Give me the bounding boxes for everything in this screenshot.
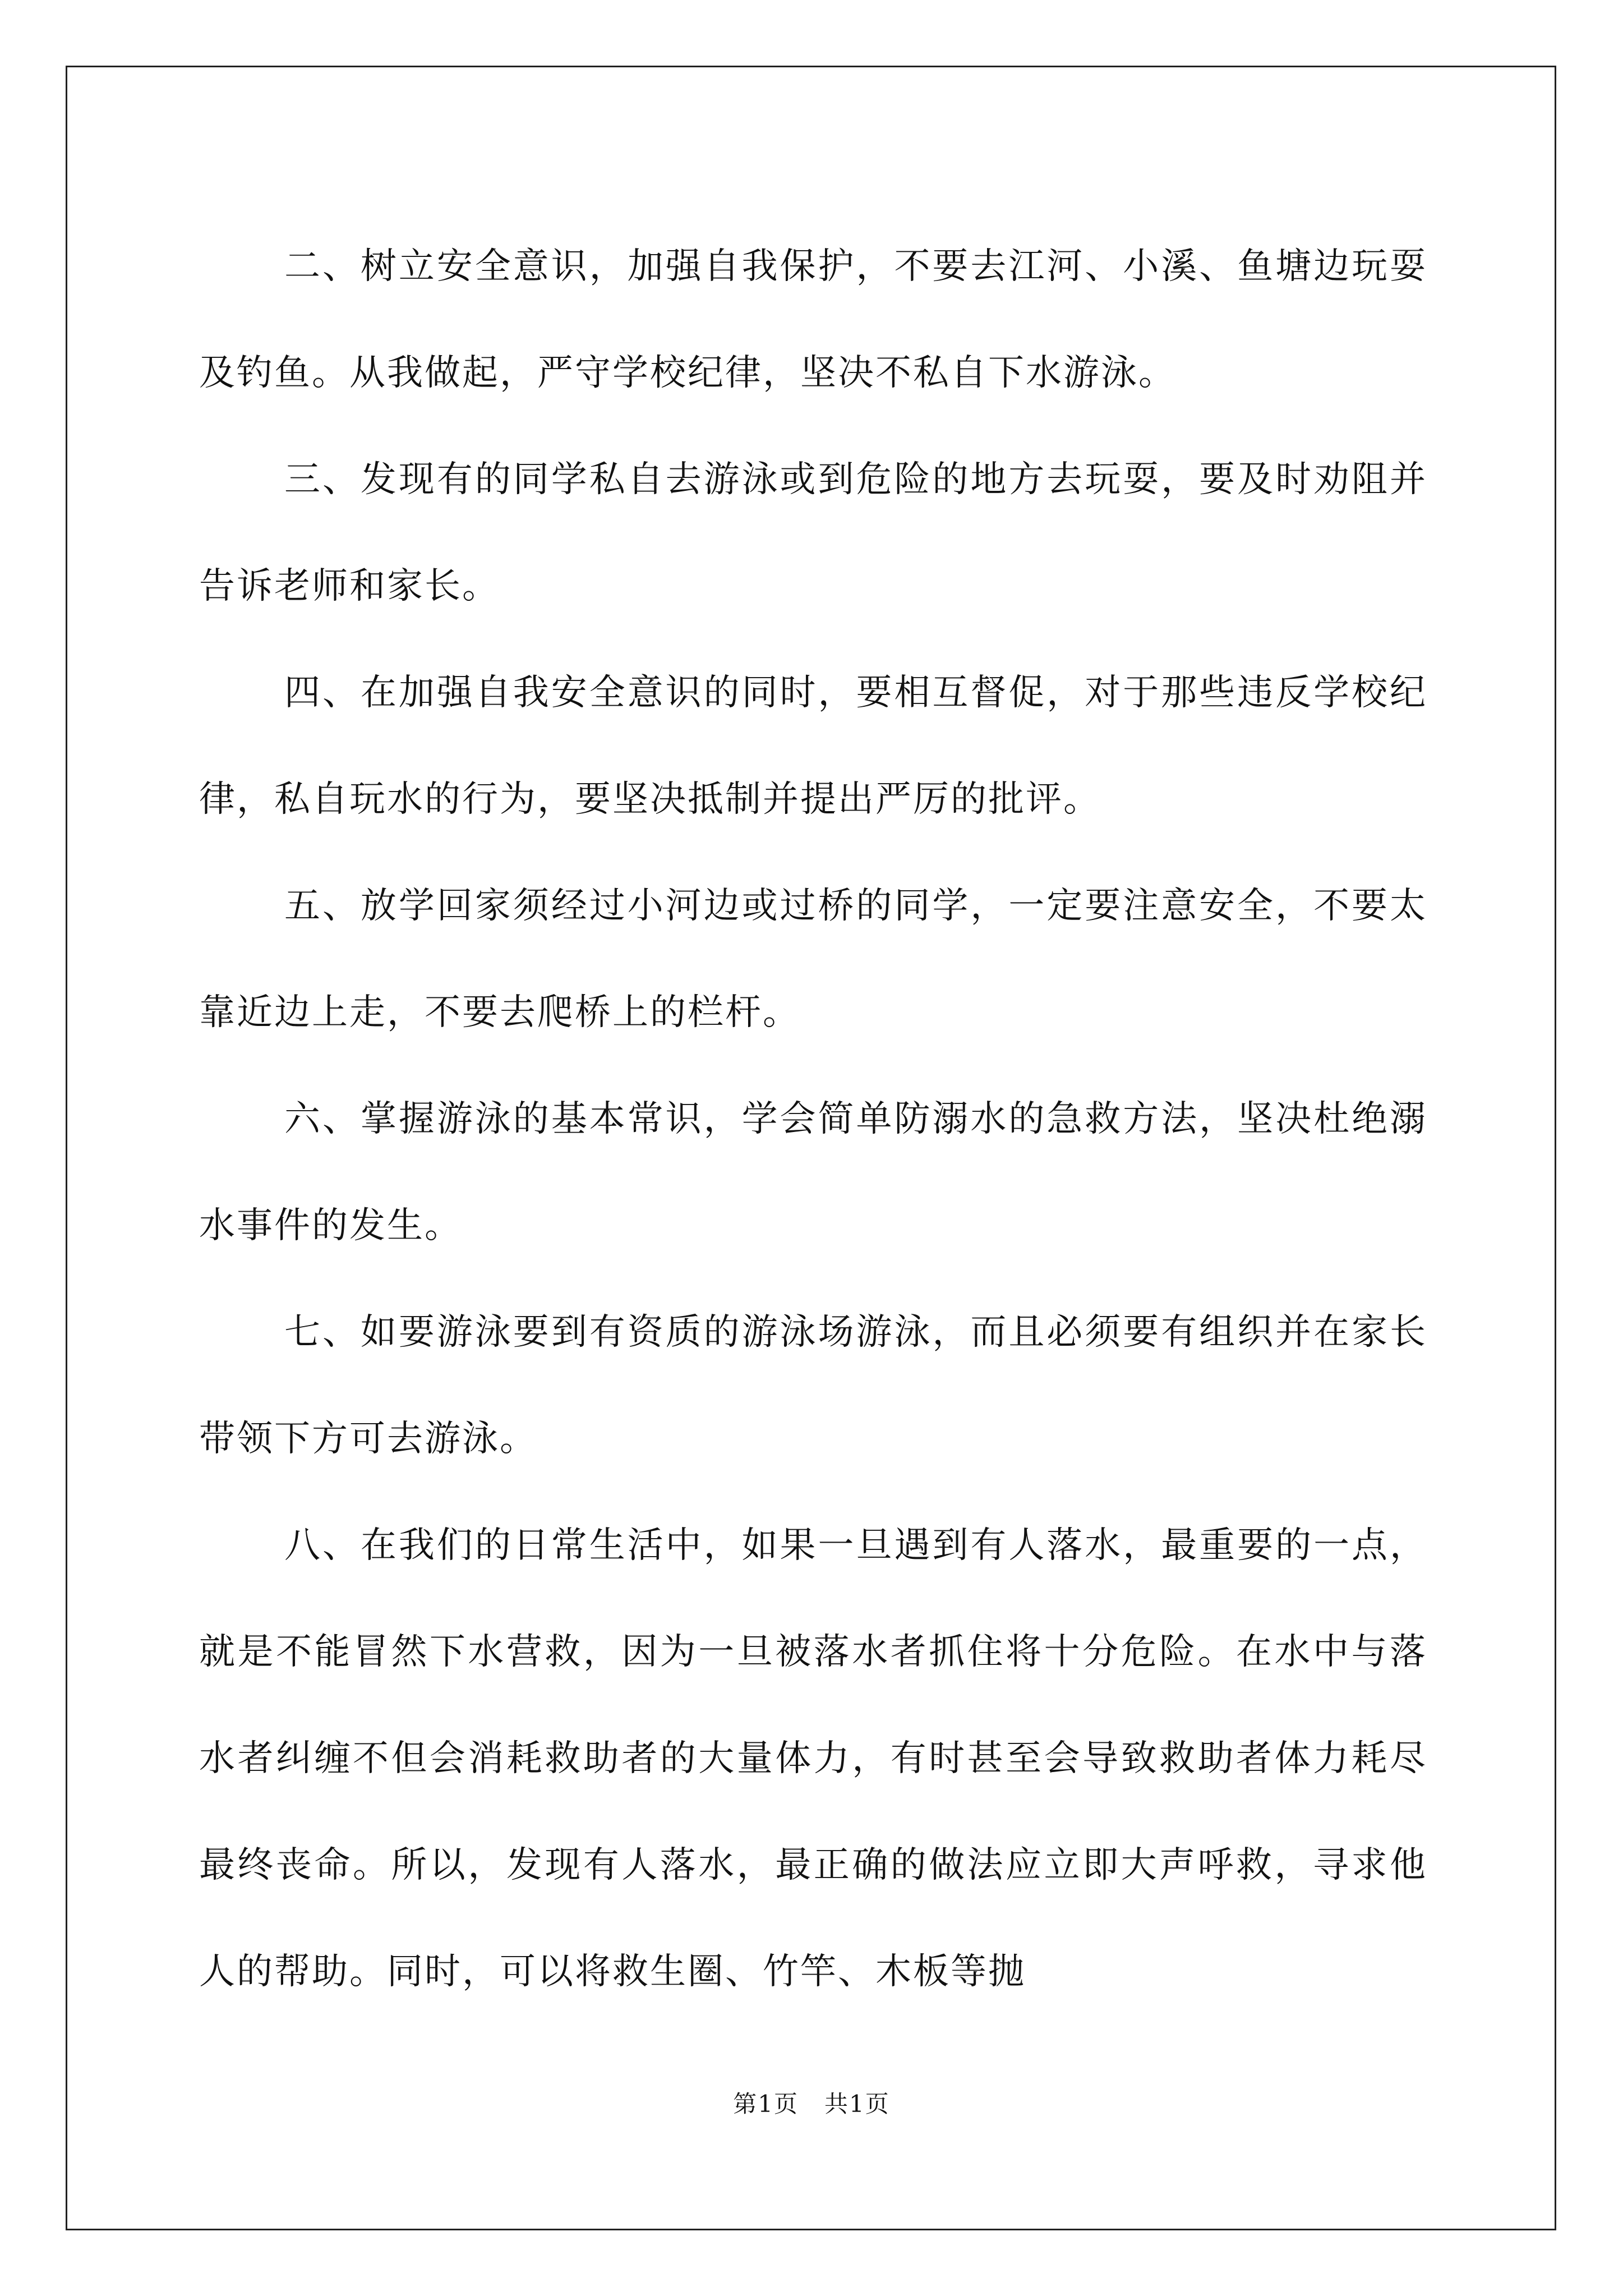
page-number: 第1页: [733, 2090, 799, 2118]
paragraph-8: 八、在我们的日常生活中，如果一旦遇到有人落水，最重要的一点，就是不能冒然下水营救，因为一旦被落水者抓住将十分危险。在水中与落水者纠缠不但会消耗救助者的大量体力，有时甚至会导致救助者体力耗尽最终丧命。所以，发现有人落水，最正确的做法应立即大声呼救，寻求他人的帮助。同时，可以将救生圈、竹竿、木板等抛: [199, 1525, 1427, 1993]
page-footer: [0, 2086, 1623, 2119]
footer-spacer: [799, 2090, 824, 2118]
document-body: [199, 213, 1427, 2025]
paragraph-3: 三、发现有的同学私自去游泳或到危险的地方去玩耍，要及时劝阻并告诉老师和家长。: [199, 459, 1427, 607]
paragraph-6: 六、掌握游泳的基本常识，学会简单防溺水的急救方法，坚决杜绝溺水事件的发生。: [199, 1098, 1427, 1246]
page-total: 共1页: [824, 2090, 890, 2118]
paragraph-2: 二、树立安全意识，加强自我保护，不要去江河、小溪、鱼塘边玩耍及钓鱼。从我做起，严守学校纪律，坚决不私自下水游泳。: [199, 246, 1427, 394]
paragraph-5: 五、放学回家须经过小河边或过桥的同学，一定要注意安全，不要太靠近边上走，不要去爬桥上的栏杆。: [199, 885, 1427, 1033]
paragraph-7: 七、如要游泳要到有资质的游泳场游泳，而且必须要有组织并在家长带领下方可去游泳。: [199, 1312, 1427, 1460]
paragraph-4: 四、在加强自我安全意识的同时，要相互督促，对于那些违反学校纪律，私自玩水的行为，要坚决抵制并提出严厉的批评。: [199, 672, 1427, 820]
